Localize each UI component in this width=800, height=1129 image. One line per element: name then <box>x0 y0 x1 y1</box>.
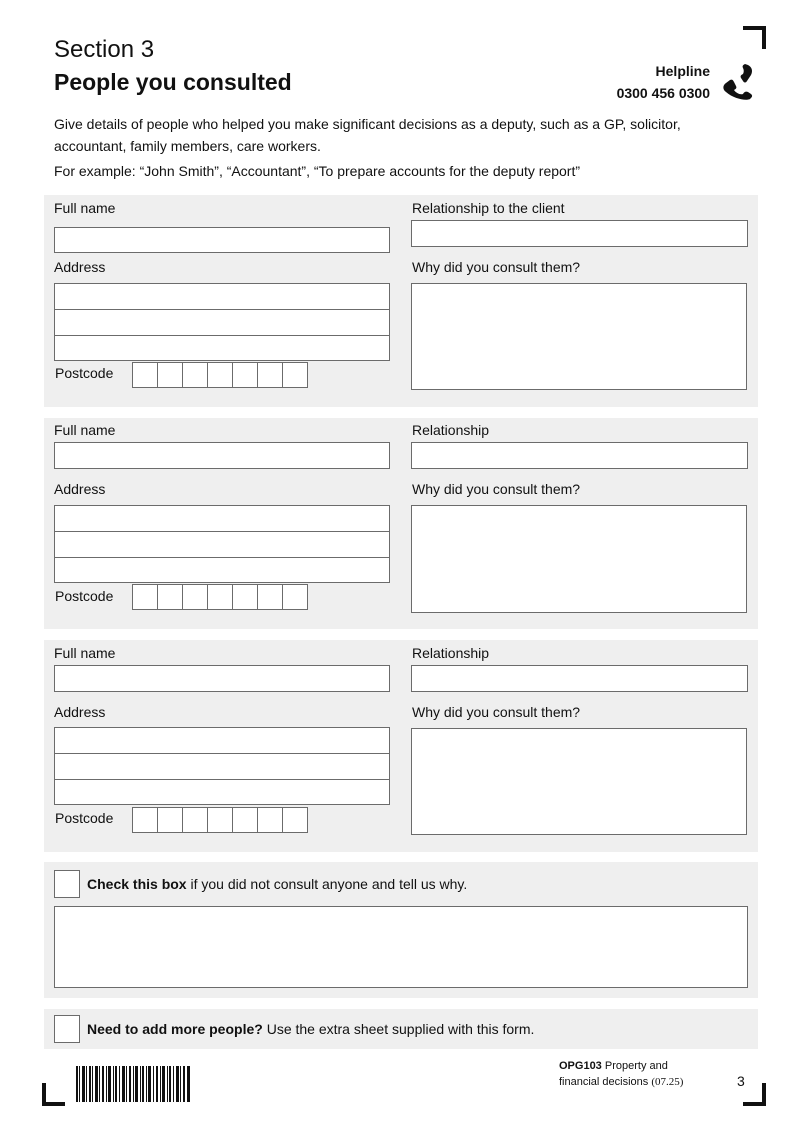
address-input[interactable] <box>54 727 390 805</box>
relationship-input[interactable] <box>411 220 748 247</box>
relationship-label: Relationship <box>412 422 490 438</box>
crop-mark-bottom-right <box>743 1083 766 1106</box>
address-label: Address <box>54 259 106 275</box>
crop-mark-bottom-left <box>42 1083 65 1106</box>
no-consult-checkbox[interactable] <box>54 870 80 898</box>
full-name-input[interactable] <box>54 665 390 692</box>
relationship-label: Relationship <box>412 645 490 661</box>
full-name-label: Full name <box>54 200 116 216</box>
why-consult-label: Why did you consult them? <box>412 259 581 275</box>
why-consult-input[interactable] <box>411 728 747 835</box>
full-name-input[interactable] <box>54 442 390 469</box>
full-name-label: Full name <box>54 422 116 438</box>
person-panel-3 <box>44 640 758 852</box>
address-input[interactable] <box>54 283 390 361</box>
why-consult-input[interactable] <box>411 283 747 390</box>
helpline-label: Helpline <box>655 63 710 79</box>
why-consult-input[interactable] <box>411 505 747 613</box>
no-consult-reason-input[interactable] <box>54 906 748 988</box>
full-name-input[interactable] <box>54 227 390 253</box>
address-label: Address <box>54 481 106 497</box>
postcode-label: Postcode <box>55 810 114 826</box>
no-consult-bold: Check this box <box>87 876 187 892</box>
phone-icon <box>720 62 756 100</box>
address-label: Address <box>54 704 106 720</box>
why-consult-label: Why did you consult them? <box>412 704 581 720</box>
no-consult-rest: if you did not consult anyone and tell us why. <box>186 876 468 892</box>
relationship-label: Relationship to the client <box>412 200 565 216</box>
form-title: Property and <box>601 1060 668 1072</box>
add-more-rest: Use the extra sheet supplied with this form. <box>262 1021 535 1037</box>
add-more-panel <box>44 1009 758 1049</box>
why-consult-label: Why did you consult them? <box>412 481 581 497</box>
postcode-input[interactable] <box>132 362 308 388</box>
person-panel-1 <box>44 195 758 407</box>
form-version: (07.25) <box>651 1076 684 1088</box>
add-more-bold: Need to add more people? <box>87 1021 263 1037</box>
add-more-checkbox[interactable] <box>54 1015 80 1043</box>
no-consult-panel <box>44 862 758 998</box>
example-text: For example: “John Smith”, “Accountant”, “To prepare accounts for the deputy report” <box>54 163 581 179</box>
no-consult-text <box>87 876 467 892</box>
section-label: Section 3 <box>54 36 155 63</box>
postcode-input[interactable] <box>132 584 308 610</box>
form-code: OPG103 <box>559 1060 602 1072</box>
page-number: 3 <box>737 1073 745 1089</box>
crop-mark-top-right <box>743 26 766 49</box>
postcode-input[interactable] <box>132 807 308 833</box>
postcode-label: Postcode <box>55 365 114 381</box>
form-reference <box>559 1058 699 1090</box>
page-title: People you consulted <box>54 69 292 95</box>
relationship-input[interactable] <box>411 442 748 469</box>
person-panel-2 <box>44 418 758 629</box>
barcode-icon <box>76 1066 190 1102</box>
intro-text: Give details of people who helped you make significant decisions as a deputy, such as a GP, solicitor, accountant, family members, care workers. <box>54 116 681 154</box>
form-title-2: financial decisions <box>559 1076 652 1088</box>
postcode-label: Postcode <box>55 588 114 604</box>
helpline-number: 0300 456 0300 <box>616 85 710 101</box>
add-more-text <box>87 1021 534 1037</box>
relationship-input[interactable] <box>411 665 748 692</box>
address-input[interactable] <box>54 505 390 583</box>
full-name-label: Full name <box>54 645 116 661</box>
